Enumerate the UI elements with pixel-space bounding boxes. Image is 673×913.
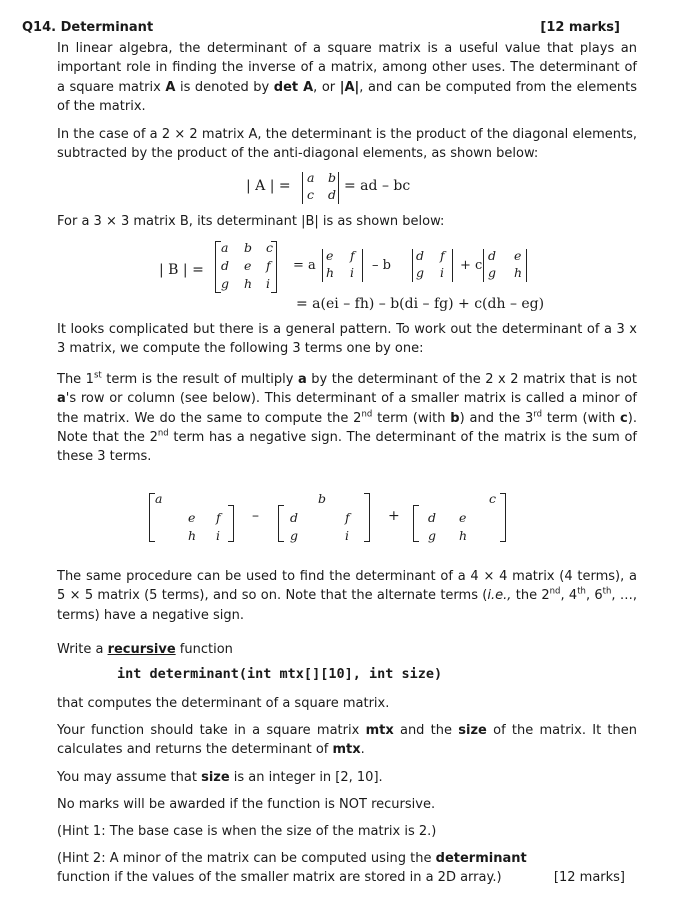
text: The same procedure can be used to find the determinant of a 4 × 4 matrix (4 terms), a 5 × 5 matrix (5 terms), and so on. Note that the alternate terms ( xyxy=(57,569,637,604)
minor-entry: f xyxy=(350,248,355,263)
bracket-left xyxy=(278,505,284,542)
text: . xyxy=(360,742,365,758)
b-entry: h xyxy=(244,276,253,291)
bold-size: size xyxy=(201,770,230,785)
minor-entry: d xyxy=(428,510,437,525)
text: the 2 xyxy=(511,588,550,604)
sup: rd xyxy=(533,409,542,420)
entry-a: a xyxy=(307,170,315,185)
minus-b: – b xyxy=(372,258,391,273)
text: term (with xyxy=(372,410,451,426)
text: by the determinant of the 2 x 2 matrix that is not xyxy=(306,372,637,387)
b-entry: a xyxy=(221,240,229,255)
minor-entry: a xyxy=(155,491,163,506)
hint-2-marks: [12 marks] xyxy=(553,870,625,885)
text: is an integer in [2, 10]. xyxy=(229,770,383,785)
b-entry: e xyxy=(244,258,252,273)
bracket-right xyxy=(271,241,277,293)
computes-paragraph: that computes the determinant of a square matrix. xyxy=(57,696,390,711)
b-entry: b xyxy=(244,240,253,255)
formula-3x3-lhs: | B | = xyxy=(159,262,204,278)
det-bar xyxy=(526,249,527,282)
bold-c: c xyxy=(620,410,628,426)
bracket-right xyxy=(364,493,370,542)
text: is denoted by xyxy=(175,79,274,95)
sup: nd xyxy=(157,428,169,439)
text: 's row or column (see below). This determinant of a smaller matrix is called a minor of the matrix. We do the same to compute the 2 xyxy=(57,391,637,426)
bold-b: b xyxy=(450,410,460,426)
text: Your function should take in a square matrix xyxy=(57,723,366,738)
question-header xyxy=(22,20,620,38)
text: term (with xyxy=(542,410,621,426)
minor-entry: c xyxy=(489,491,497,506)
minor-entry: e xyxy=(188,510,196,525)
entry-d: d xyxy=(328,187,337,202)
det-bar-left xyxy=(302,172,303,204)
minor-entry: d xyxy=(488,248,497,263)
text: The 1 xyxy=(57,372,94,387)
matrix-a-bold: A xyxy=(165,79,176,95)
entry-c: c xyxy=(307,187,315,202)
b-entry: g xyxy=(221,276,230,291)
text: , or xyxy=(313,79,340,95)
text: term is the result of multiply xyxy=(101,372,298,387)
b-entry: d xyxy=(221,258,230,273)
bracket-left xyxy=(413,505,419,542)
minor-entry: d xyxy=(290,510,299,525)
bold-mtx: mtx xyxy=(332,742,361,758)
text: ). Note that the 2 xyxy=(57,410,637,445)
minor-entry: g xyxy=(428,528,437,543)
entry-b: b xyxy=(328,170,337,185)
det-bar xyxy=(322,249,323,282)
procedure-paragraph xyxy=(57,567,637,625)
no-marks-paragraph: No marks will be awarded if the function is NOT recursive. xyxy=(57,797,436,812)
text: You may assume that xyxy=(57,770,202,785)
minor-entry: h xyxy=(514,265,523,280)
minor-entry: f xyxy=(345,510,350,525)
minor-entry: g xyxy=(416,265,425,280)
intro-paragraph xyxy=(57,39,637,116)
plus-sign: + xyxy=(388,508,400,524)
text: In linear algebra, the determinant of a square matrix is a useful value that plays an important role in finding the inverse of a matrix, among other uses. The determinant of a square matrix xyxy=(57,41,637,95)
bold-a: a xyxy=(297,372,307,387)
minor-entry: h xyxy=(326,265,335,280)
text: , 6 xyxy=(585,588,603,604)
italic: i.e., xyxy=(487,588,512,604)
minor-entry: h xyxy=(188,528,197,543)
text: , and can be computed from the elements of the matrix. xyxy=(57,79,637,114)
det-bar-right xyxy=(338,172,339,204)
minor-entry: e xyxy=(326,248,334,263)
bold-size: size xyxy=(458,723,487,738)
formula-2x2-rhs: = ad – bc xyxy=(344,178,411,194)
text: , …, terms) have a negative sign. xyxy=(57,588,637,623)
minor-entry: e xyxy=(459,510,467,525)
det-bar xyxy=(412,249,413,282)
hint-2-paragraph xyxy=(57,849,527,888)
text: term has a negative sign. The determinant of the matrix is the sum of these 3 terms. xyxy=(57,429,637,465)
minor-entry: i xyxy=(350,265,354,280)
minor-entry: i xyxy=(440,265,444,280)
minor-entry: h xyxy=(459,528,468,543)
minor-entry: f xyxy=(216,510,221,525)
minor-entry: i xyxy=(345,528,349,543)
pattern-paragraph: It looks complicated but there is a general pattern. To work out the determinant of a 3 x 3 matrix, we compute the following 3 terms one by one: xyxy=(57,322,637,357)
text: Write a xyxy=(57,642,108,657)
text: function if the values of the smaller matrix are stored in a 2D array.) xyxy=(57,870,502,886)
text: (Hint 2: A minor of the matrix can be computed using the xyxy=(57,851,436,866)
bold-mtx: mtx xyxy=(365,723,394,738)
eq-a: = a xyxy=(293,258,316,273)
det-bar xyxy=(452,249,453,282)
minor-entry: g xyxy=(488,265,497,280)
question-title: Q14. Determinant xyxy=(22,20,154,35)
hint-1-paragraph: (Hint 1: The base case is when the size of the matrix is 2.) xyxy=(57,824,437,839)
plus-c: + c xyxy=(460,258,483,273)
b-entry: i xyxy=(266,276,270,291)
det-bar xyxy=(362,249,363,282)
sup: st xyxy=(93,370,102,381)
recursive-underlined: recursive xyxy=(107,642,176,657)
b-entry: f xyxy=(266,258,271,273)
question-marks: [12 marks] xyxy=(540,20,620,35)
formula-2x2-lhs: | A | = xyxy=(246,178,291,194)
bold-determinant: determinant xyxy=(435,851,527,866)
minor-entry: b xyxy=(318,491,327,506)
assume-paragraph xyxy=(57,768,637,787)
input-paragraph xyxy=(57,721,637,760)
text: function xyxy=(175,642,233,657)
minor-entry: e xyxy=(514,248,522,263)
det-bar xyxy=(483,249,484,282)
case-2x2-paragraph: In the case of a 2 × 2 matrix A, the determinant is the product of the diagonal elements, subtracted by the product of the anti-diagonal elements, as shown below: xyxy=(57,127,637,162)
text: ) and the 3 xyxy=(459,410,534,426)
minor-entry: g xyxy=(290,528,299,543)
terms-paragraph xyxy=(57,370,637,466)
bracket-right xyxy=(500,493,506,542)
minor-entry: f xyxy=(440,248,445,263)
text: of the matrix. It then calculates and returns the determinant of xyxy=(57,723,638,758)
sup: nd xyxy=(361,409,373,420)
bold-a: a xyxy=(57,391,66,407)
minor-entry: i xyxy=(216,528,220,543)
b-entry: c xyxy=(266,240,274,255)
write-paragraph xyxy=(57,640,637,659)
case-3x3-paragraph: For a 3 × 3 matrix B, its determinant |B| is as shown below: xyxy=(57,214,445,229)
formula-3x3-expansion: = a(ei – fh) – b(di – fg) + c(dh – eg) xyxy=(296,296,545,312)
abs-a-bold: |A| xyxy=(339,79,360,95)
minor-entry: d xyxy=(416,248,425,263)
det-a-bold: det A xyxy=(273,79,314,95)
function-signature: int determinant(int mtx[][10], int size) xyxy=(117,666,443,682)
text: and the xyxy=(393,723,459,738)
text: , 4 xyxy=(560,588,578,604)
bracket-right xyxy=(228,505,234,542)
sup: th xyxy=(602,586,612,597)
sup: nd xyxy=(549,586,561,597)
sup: th xyxy=(577,586,586,597)
minus-sign: – xyxy=(252,508,259,524)
